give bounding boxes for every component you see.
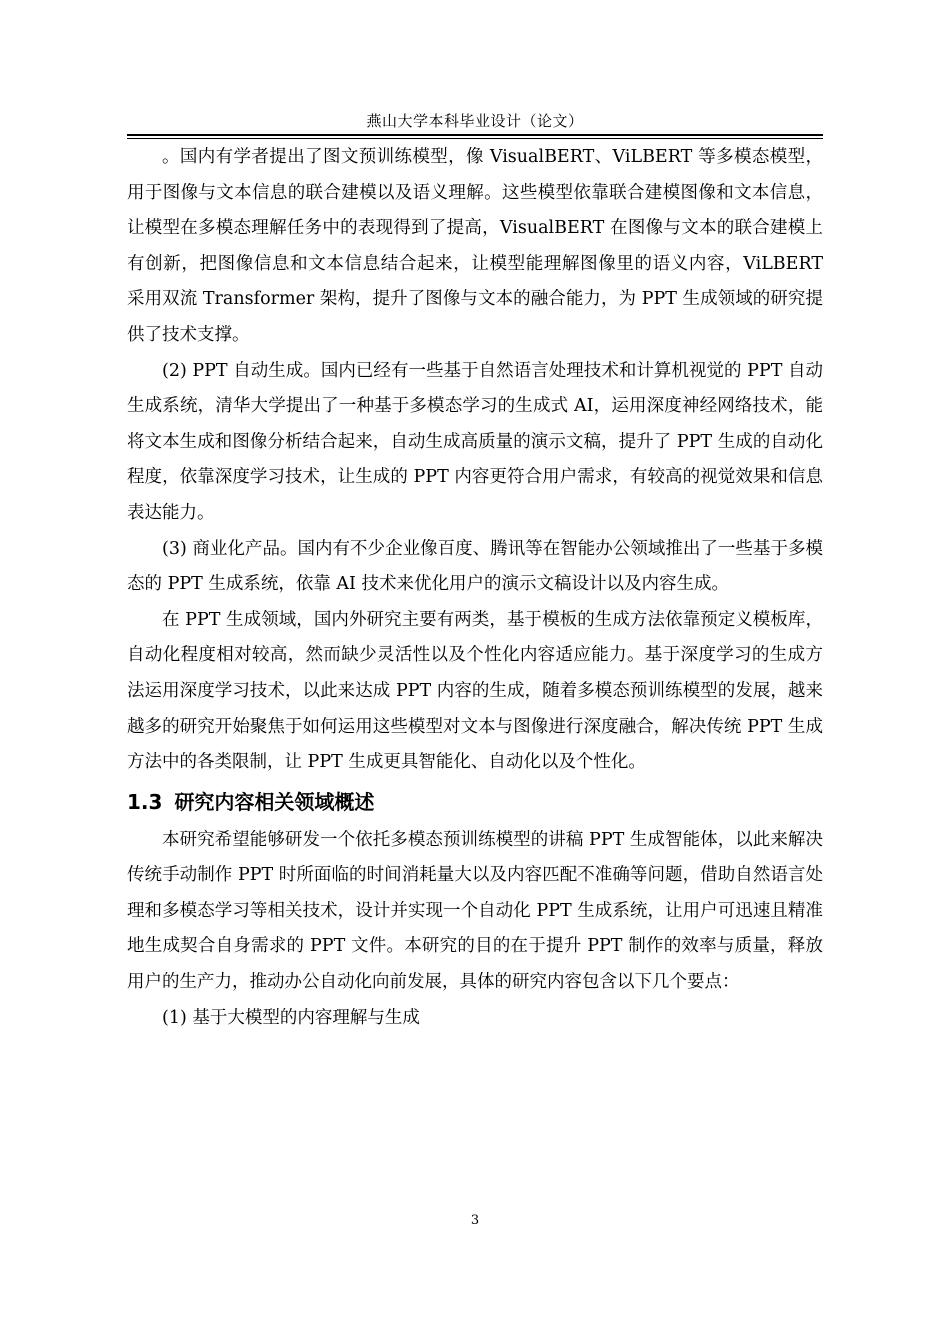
page-number: 3 — [470, 1213, 480, 1228]
paragraph-research-content: 本研究希望能够研发一个依托多模态预训练模型的讲稿 PPT 生成智能体，以此来解决传统手动制作 PPT 时所面临的时间消耗量大以及内容匹配不准确等问题，借助自然语言处理和多模态学习等相关技术，设计并实现一个自动化 PPT 生成系统，让用户可迅速且精准地生成契合自身需求的 PPT 文件。本研究的目的在于提升 PPT 制作的效率与质量，释放用户的生产力，推动办公自动化向前发展，具体的研究内容包含以下几个要点： — [127, 829, 823, 993]
paragraph-multimodal-pretraining: 。国内有学者提出了图文预训练模型，像 VisualBERT、ViLBERT 等多模态模型，用于图像与文本信息的联合建模以及语义理解。这些模型依靠联合建模图像和文本信息，让模型在多模态理解任务中的表现得到了提高，VisualBERT 在图像与文本的联合建模上有创新，把图像信息和文本信息结合起来，让模型能理解图像里的语义内容，ViLBERT 采用双流 Transformer 架构，提升了图像与文本的融合能力，为 PPT 生成领域的研究提供了技术支撑。 — [127, 147, 823, 345]
section-heading — [127, 781, 823, 823]
header-rule-thick — [127, 134, 823, 136]
body-text — [127, 140, 823, 1036]
paragraph-research-summary: 在 PPT 生成领域，国内外研究主要有两类，基于模板的生成方法依靠预定义模板库，自动化程度相对较高，然而缺少灵活性以及个性化内容适应能力。基于深度学习的生成方法运用深度学习技术，以此来达成 PPT 内容的生成，随着多模态预训练模型的发展，越来越多的研究开始聚焦于如何运用这些模型对文本与图像进行深度融合，解决传统 PPT 生成方法中的各类限制，让 PPT 生成更具智能化、自动化以及个性化。 — [127, 609, 823, 773]
paragraph-commercial-products: (3) 商业化产品。国内有不少企业像百度、腾讯等在智能办公领域推出了一些基于多模态的 PPT 生成系统，依靠 AI 技术来优化用户的演示文稿设计以及内容生成。 — [127, 538, 823, 595]
section-number: 1.3 — [127, 789, 163, 814]
paragraph-ppt-auto-generation: (2) PPT 自动生成。国内已经有一些基于自然语言处理技术和计算机视觉的 PPT 自动生成系统，清华大学提出了一种基于多模态学习的生成式 AI，运用深度神经网络技术，能将文本生成和图像分析结合起来，自动生成高质量的演示文稿，提升了 PPT 生成的自动化程度，依靠深度学习技术，让生成的 PPT 内容更符合用户需求，有较高的视觉效果和信息表达能力。 — [127, 360, 823, 523]
header-rule-thin — [127, 138, 823, 139]
paragraph-list-item-1: (1) 基于大模型的内容理解与生成 — [162, 1007, 420, 1028]
running-header-title: 燕山大学本科毕业设计（论文） — [366, 112, 584, 130]
section-title: 研究内容相关领域概述 — [174, 789, 375, 814]
